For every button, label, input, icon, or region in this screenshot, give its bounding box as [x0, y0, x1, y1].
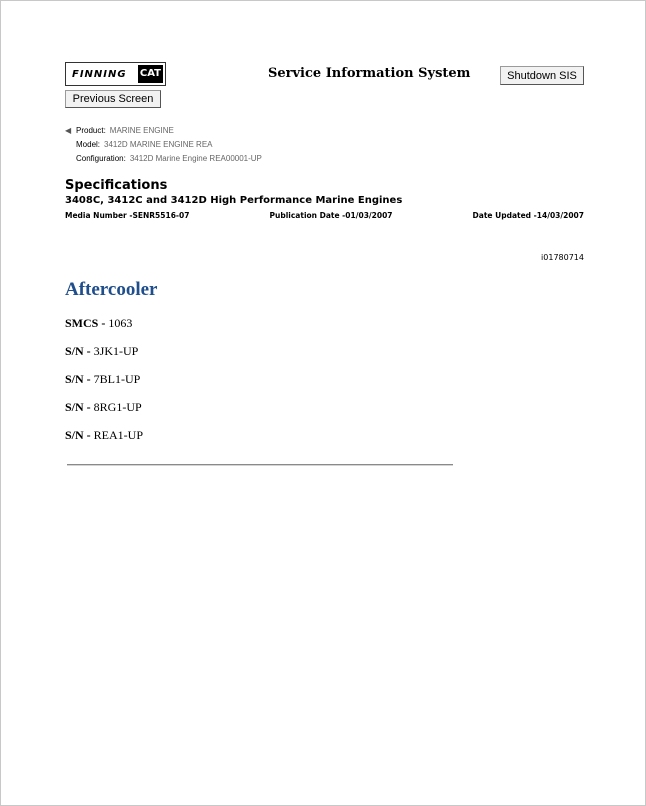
shutdown-sis-button[interactable]: Shutdown SIS	[500, 66, 584, 85]
field-value: 1063	[108, 316, 133, 330]
field-serial	[65, 372, 143, 400]
field-serial	[65, 344, 143, 372]
field-value: 7BL1-UP	[93, 372, 141, 386]
field-value: REA1-UP	[93, 428, 144, 442]
breadcrumb-model	[65, 138, 262, 152]
field-label: S/N -	[65, 400, 91, 414]
document-subheading: 3408C, 3412C and 3412D High Performance Marine Engines	[65, 195, 403, 206]
breadcrumb	[65, 124, 262, 166]
field-serial	[65, 400, 143, 428]
breadcrumb-product	[65, 124, 262, 138]
finning-wordmark: FINNING	[72, 68, 127, 80]
breadcrumb-label: Model:	[76, 140, 101, 149]
document-heading: Specifications	[65, 178, 168, 193]
media-number: Media Number -SENR5516-07	[65, 211, 190, 220]
field-smcs	[65, 316, 143, 344]
page-title: Aftercooler	[65, 279, 158, 300]
document-meta	[65, 211, 584, 220]
cat-logo-mark: CAT	[138, 65, 163, 83]
breadcrumb-value: 3412D Marine Engine REA00001-UP	[129, 154, 262, 163]
breadcrumb-label: Product:	[76, 126, 106, 135]
breadcrumb-configuration	[65, 152, 262, 166]
date-updated: Date Updated -14/03/2007	[472, 211, 584, 220]
breadcrumb-label: Configuration:	[76, 154, 126, 163]
field-value: 8RG1-UP	[93, 400, 142, 414]
finning-cat-logo	[65, 62, 166, 86]
serial-fields	[65, 316, 143, 456]
breadcrumb-value: 3412D MARINE ENGINE REA	[104, 140, 213, 149]
previous-screen-button[interactable]: Previous Screen	[65, 90, 161, 108]
field-value: 3JK1-UP	[93, 344, 139, 358]
publication-date: Publication Date -01/03/2007	[269, 211, 393, 220]
breadcrumb-value: MARINE ENGINE	[109, 126, 174, 135]
system-title: Service Information System	[268, 66, 471, 81]
field-serial	[65, 428, 143, 456]
triangle-left-icon[interactable]: ◀	[65, 126, 72, 135]
field-label: S/N -	[65, 372, 91, 386]
field-label: SMCS -	[65, 316, 106, 330]
document-id: i01780714	[541, 253, 584, 262]
field-label: S/N -	[65, 428, 91, 442]
field-label: S/N -	[65, 344, 91, 358]
horizontal-divider	[67, 464, 453, 466]
